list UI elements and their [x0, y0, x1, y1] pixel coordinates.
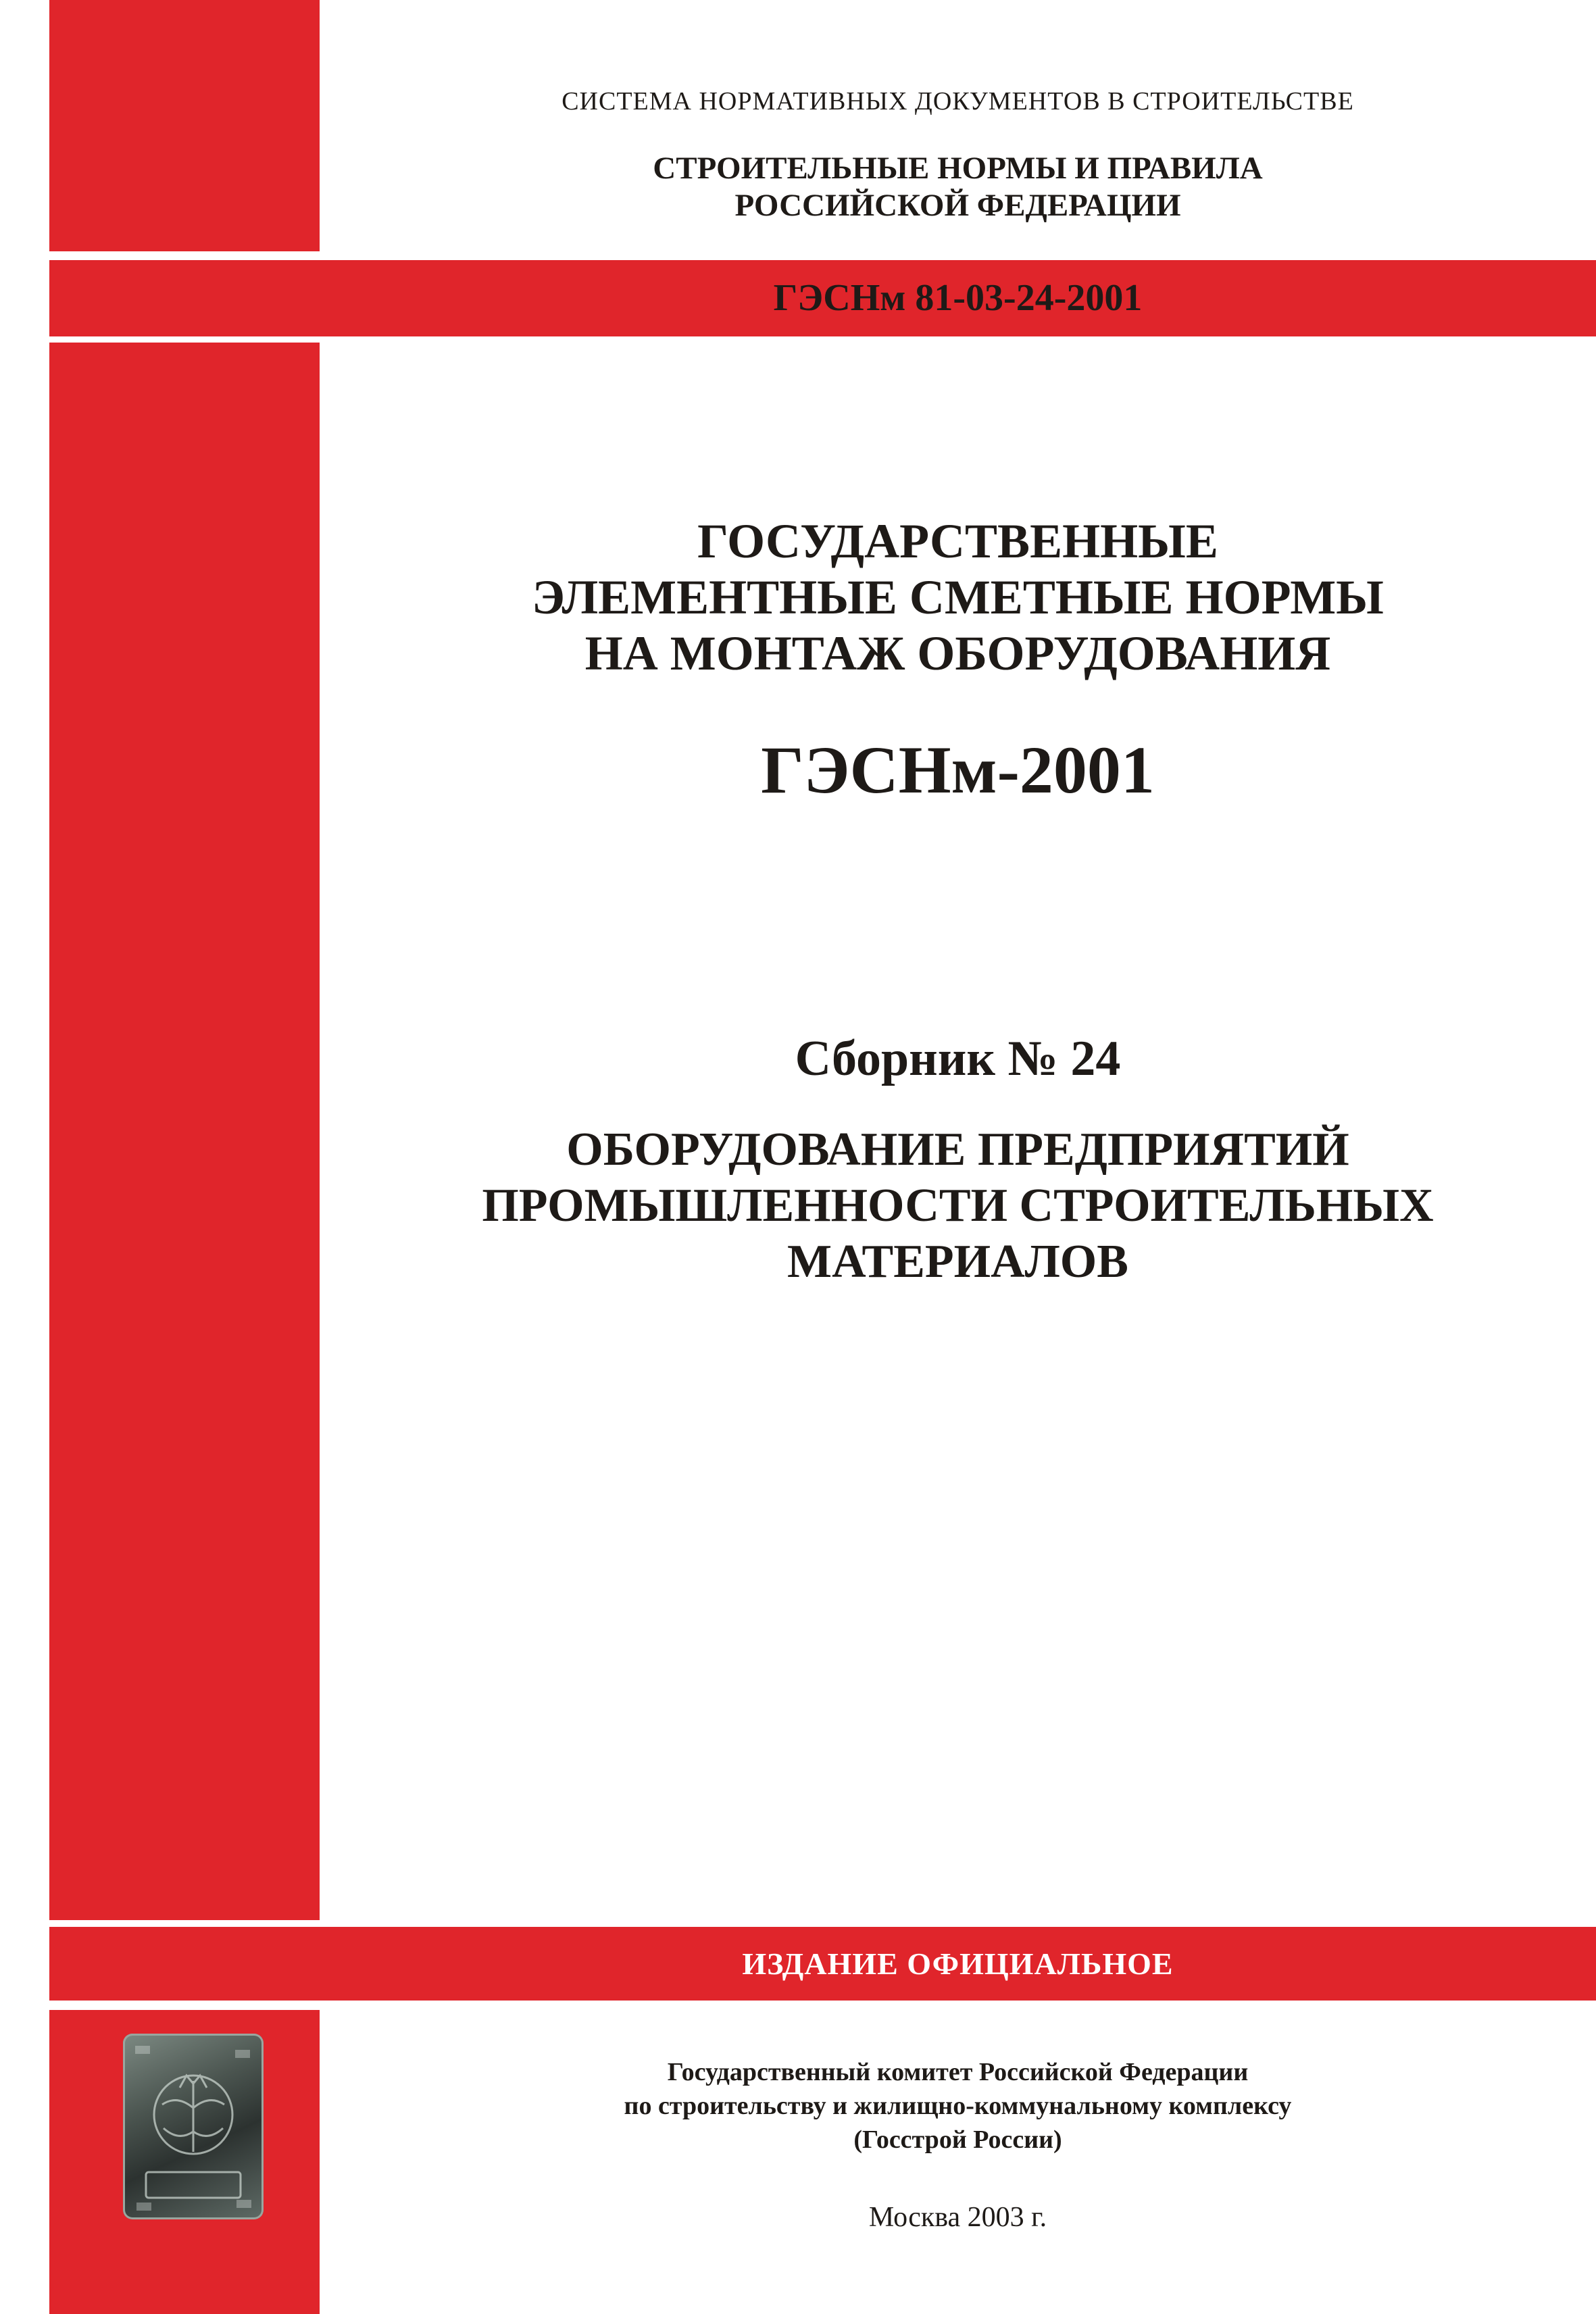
collection-title-line2: ПРОМЫШЛЕННОСТИ СТРОИТЕЛЬНЫХ	[482, 1180, 1434, 1232]
left-red-bar-main	[49, 343, 320, 1920]
collection-label: Сборник № 24	[795, 1031, 1121, 1086]
system-heading: СИСТЕМА НОРМАТИВНЫХ ДОКУМЕНТОВ В СТРОИТЕЛЬСТВЕ	[562, 87, 1354, 116]
publisher-line2: по строительству и жилищно-коммунальному комплексу	[624, 2092, 1292, 2120]
hologram-seal-icon	[123, 2034, 264, 2219]
collection-title-line3: МАТЕРИАЛОВ	[787, 1236, 1128, 1288]
official-edition-label: ИЗДАНИЕ ОФИЦИАЛЬНОЕ	[742, 1946, 1174, 1981]
document-code: ГЭСНм 81-03-24-2001	[773, 277, 1143, 319]
title-line3: НА МОНТАЖ ОБОРУДОВАНИЯ	[584, 626, 1331, 680]
city-year: Москва 2003 г.	[868, 2202, 1047, 2233]
left-red-bar-top	[49, 0, 320, 251]
title-line2: ЭЛЕМЕНТНЫЕ СМЕТНЫЕ НОРМЫ	[532, 570, 1384, 624]
rules-heading-line1: СТРОИТЕЛЬНЫЕ НОРМЫ И ПРАВИЛА	[653, 151, 1263, 186]
title-line1: ГОСУДАРСТВЕННЫЕ	[697, 514, 1218, 568]
series-title: ГЭСНм-2001	[761, 732, 1155, 807]
hologram-eagle-icon	[123, 2034, 264, 2219]
collection-title-line1: ОБОРУДОВАНИЕ ПРЕДПРИЯТИЙ	[566, 1124, 1349, 1176]
publisher-line1: Государственный комитет Российской Федерации	[667, 2058, 1249, 2086]
publisher-line3: (Госстрой России)	[853, 2126, 1062, 2154]
rules-heading-line2: РОССИЙСКОЙ ФЕДЕРАЦИИ	[734, 188, 1181, 223]
